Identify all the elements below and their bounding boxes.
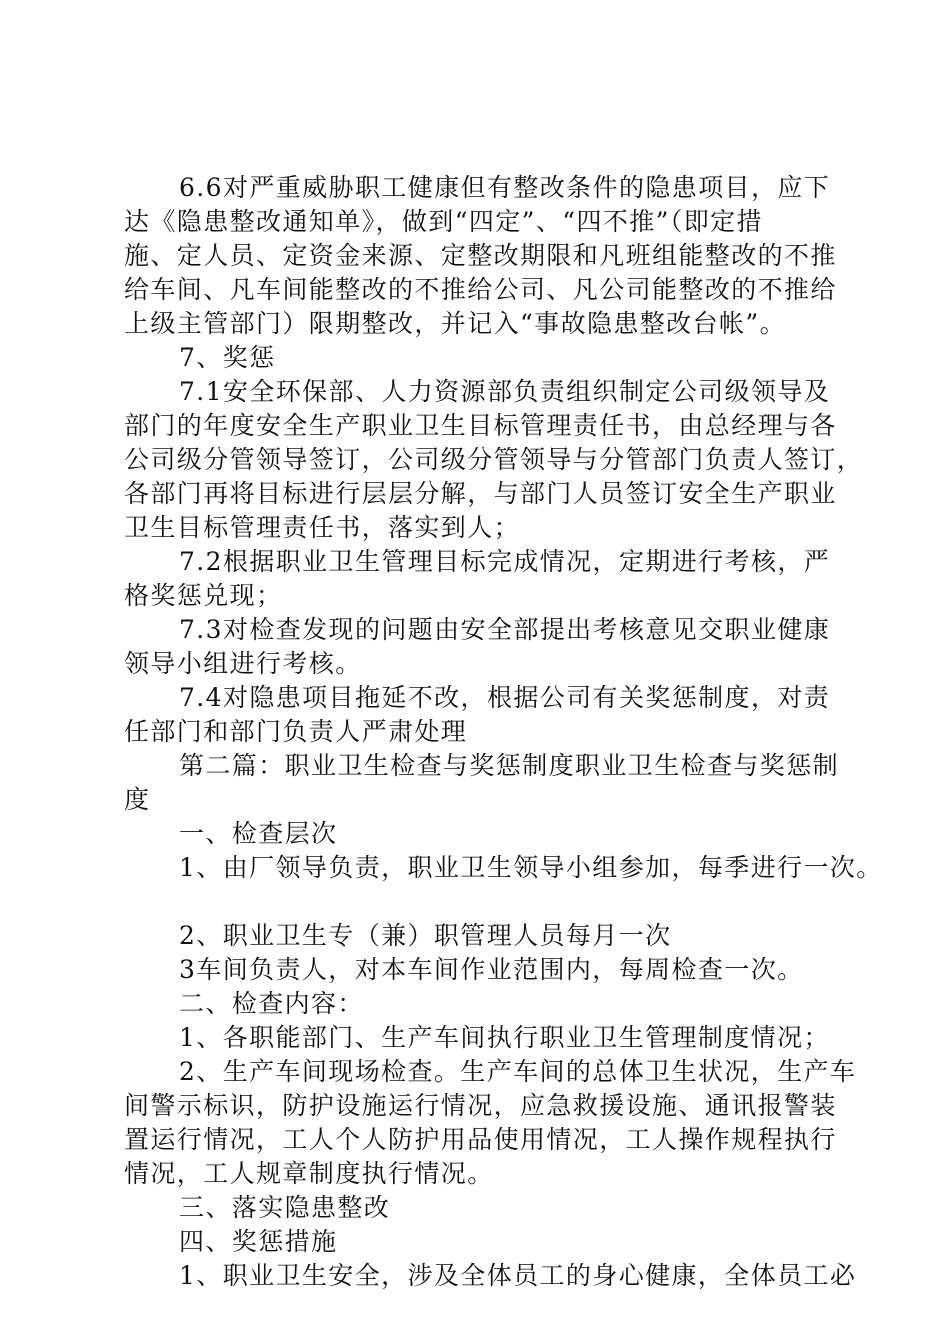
- section-heading: 一、检查层次: [179, 819, 338, 848]
- text-line: 上级主管部门）限期整改，并记入“事故隐患整改台帐”。: [124, 309, 786, 338]
- text-line: 1、职业卫生安全，涉及全体员工的身心健康，全体员工必: [179, 1261, 857, 1290]
- text-line: 各部门再将目标进行层层分解，与部门人员签订安全生产职业: [124, 479, 837, 508]
- text-line: 3车间负责人，对本车间作业范围内，每周检查一次。: [179, 955, 804, 984]
- text-line: 1、由厂领导负责，职业卫生领导小组参加，每季进行一次。: [179, 853, 883, 882]
- text-line: 格奖惩兑现；: [124, 581, 283, 610]
- text-line: 施、定人员、定资金来源、定整改期限和凡班组能整改的不推: [124, 241, 837, 270]
- text-line: 卫生目标管理责任书，落实到人；: [124, 513, 521, 542]
- text-line: 公司级分管领导签订，公司级分管领导与分管部门负责人签订，: [124, 445, 864, 474]
- chapter-title: 第二篇：职业卫生检查与奖惩制度职业卫生检查与奖惩制: [179, 751, 840, 780]
- section-heading: 二、检查内容：: [179, 989, 364, 1018]
- section-heading: 四、奖惩措施: [179, 1227, 338, 1256]
- text-line: 置运行情况，工人个人防护用品使用情况，工人操作规程执行: [124, 1125, 837, 1154]
- text-line: 6.6对严重威胁职工健康但有整改条件的隐患项目，应下: [179, 173, 831, 202]
- chapter-title: 度: [124, 785, 151, 814]
- text-line: 7.2根据职业卫生管理目标完成情况，定期进行考核，严: [179, 547, 831, 576]
- text-line: 2、职业卫生专（兼）职管理人员每月一次: [179, 921, 672, 950]
- text-line: 给车间、凡车间能整改的不推给公司、凡公司能整改的不推给: [124, 275, 837, 304]
- text-line: 7.1安全环保部、人力资源部负责组织制定公司级领导及: [179, 377, 831, 406]
- text-line: 领导小组进行考核。: [124, 649, 362, 678]
- text-line: 7.3对检查发现的问题由安全部提出考核意见交职业健康: [179, 615, 831, 644]
- text-line: 1、各职能部门、生产车间执行职业卫生管理制度情况；: [179, 1023, 830, 1052]
- text-line: 部门的年度安全生产职业卫生目标管理责任书，由总经理与各: [124, 411, 837, 440]
- text-line: 任部门和部门负责人严肃处理: [124, 717, 468, 746]
- text-line: 情况，工人规章制度执行情况。: [124, 1159, 494, 1188]
- text-line: 7.4对隐患项目拖延不改，根据公司有关奖惩制度，对责: [179, 683, 831, 712]
- text-line: 间警示标识，防护设施运行情况，应急救援设施、通讯报警装: [124, 1091, 837, 1120]
- section-heading: 7、奖惩: [179, 343, 276, 372]
- section-heading: 三、落实隐患整改: [179, 1193, 391, 1222]
- text-line: 2、生产车间现场检查。生产车间的总体卫生状况，生产车: [179, 1057, 857, 1086]
- text-line: 达《隐患整改通知单》，做到“四定”、“四不推”（即定措: [124, 207, 763, 236]
